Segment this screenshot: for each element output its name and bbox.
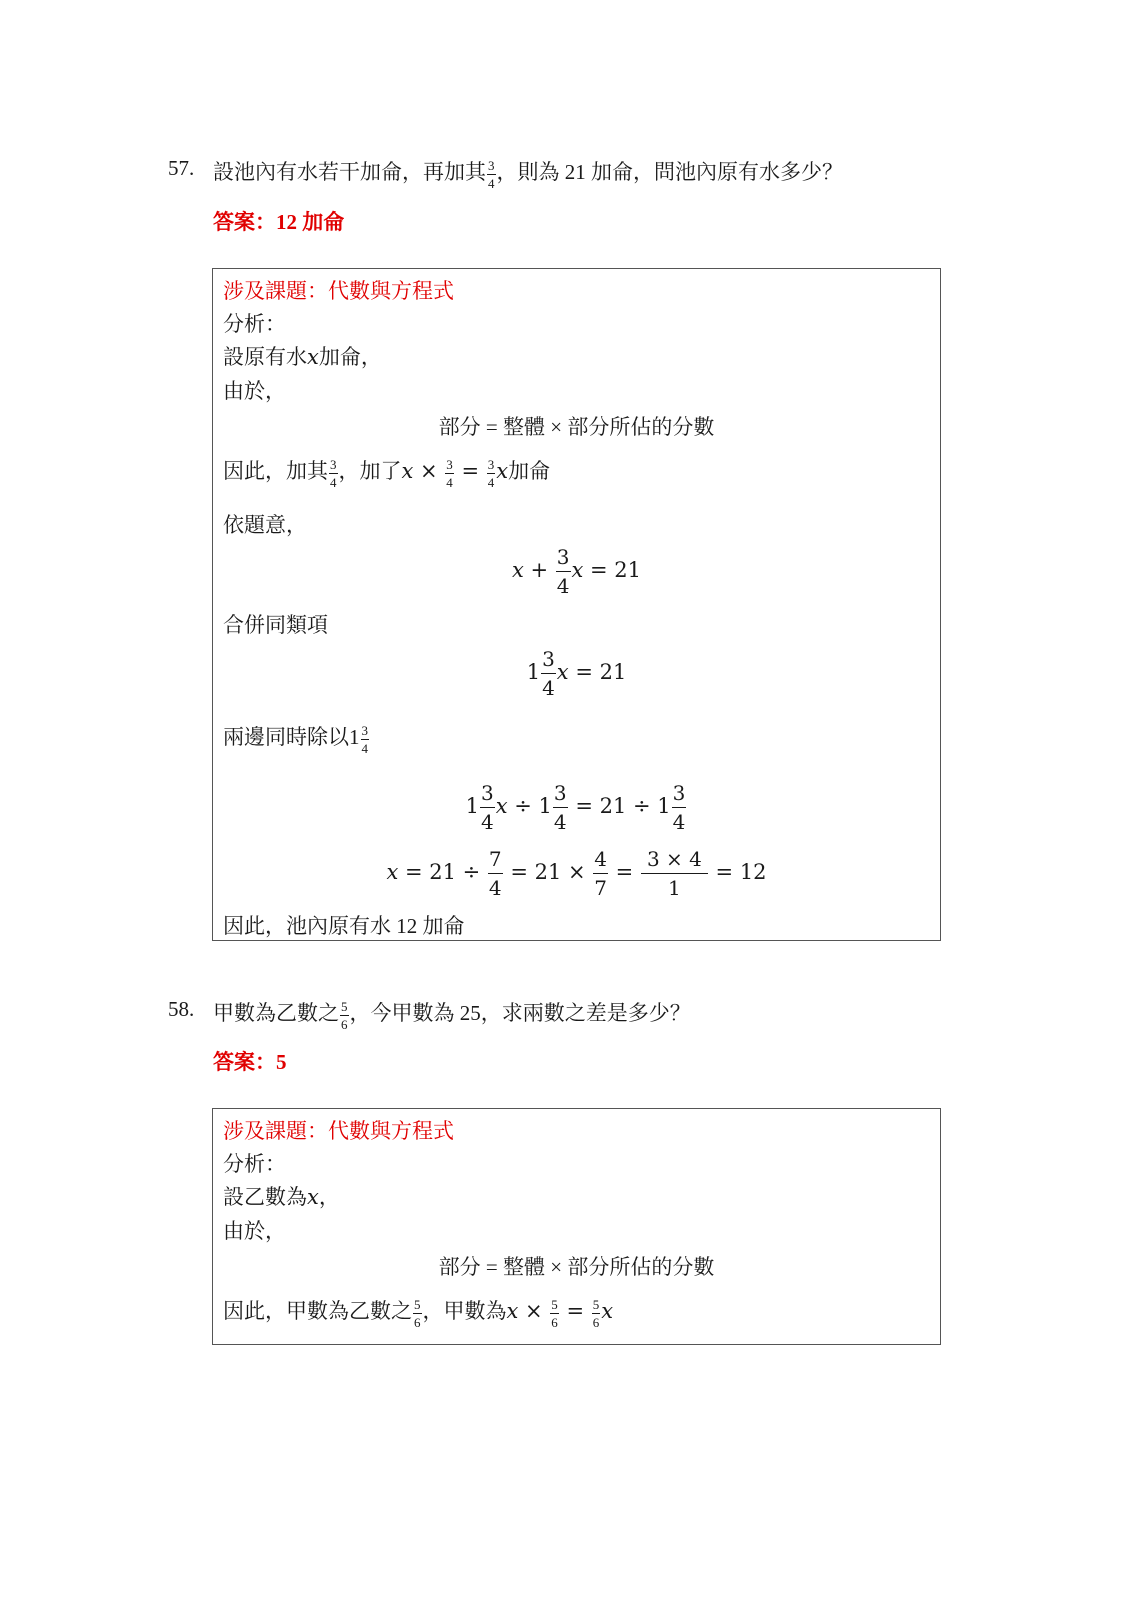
- question-text-part: ，今甲數為 25，求兩數之差是多少？: [349, 1001, 691, 1025]
- by-question-label: 依題意，: [223, 513, 307, 537]
- fraction: $\frac{3}{4}$: [488, 157, 495, 191]
- topic-label: 涉及課題：代數與方程式: [223, 1119, 454, 1143]
- equation-1: x + $\frac{3}{4}$ x = 21: [511, 545, 642, 598]
- topic-label: 涉及課題：代數與方程式: [223, 279, 454, 303]
- solution-box-58: [212, 1108, 941, 1345]
- divide-statement: 兩邊同時除以1 $\frac{3}{4}$: [223, 722, 368, 756]
- answer-57: 答案：12 加侖: [213, 210, 345, 234]
- let-statement: 設乙數為x，: [223, 1185, 340, 1209]
- answer-58: 答案：5: [213, 1050, 287, 1074]
- therefore-statement: 因此，甲數為乙數之 $\frac{5}{6}$ ，甲數為x × $\frac{5}{6}$ = $\frac{5}{6}$ x: [223, 1296, 614, 1330]
- combine-label: 合併同類項: [223, 613, 328, 637]
- equation-2: 1 $\frac{3}{4}$ x = 21: [526, 647, 627, 700]
- question-text-part: 設池內有水若干加侖，再加其: [213, 160, 486, 184]
- analysis-label: 分析：: [223, 1152, 286, 1176]
- since-label: 由於，: [223, 1219, 286, 1243]
- let-statement: 設原有水x加侖，: [223, 345, 382, 369]
- question-text-part: 甲數為乙數之: [213, 1001, 339, 1025]
- since-label: 由於，: [223, 379, 286, 403]
- question-number-57: 57.: [168, 156, 195, 180]
- question-text-part: ，則為 21 加侖，問池內原有水多少？: [496, 160, 843, 184]
- fraction: $\frac{5}{6}$: [341, 998, 348, 1032]
- question-text-58: [213, 997, 691, 1031]
- formula: 部分 = 整體 × 部分所佔的分數: [438, 415, 715, 439]
- question-text-57: [213, 156, 843, 190]
- analysis-label: 分析：: [223, 312, 286, 336]
- equation-4: x = 21 ÷ $\frac{7}{4}$ = 21 × $\frac{4}{7}$ = $\frac{3 \times 4}{1}$ = 12: [386, 847, 767, 900]
- conclusion: 因此，池內原有水 12 加侖: [223, 914, 465, 938]
- question-number-58: 58.: [168, 997, 195, 1021]
- formula: 部分 = 整體 × 部分所佔的分數: [438, 1255, 715, 1279]
- therefore-statement: 因此，加其 $\frac{3}{4}$ ，加了x × $\frac{3}{4}$ = $\frac{3}{4}$ x加侖: [223, 456, 551, 490]
- equation-3: 1 $\frac{3}{4}$ x ÷ 1 $\frac{3}{4}$ = 21 ÷ 1 $\frac{3}{4}$: [465, 781, 686, 834]
- solution-box-57: [212, 268, 941, 941]
